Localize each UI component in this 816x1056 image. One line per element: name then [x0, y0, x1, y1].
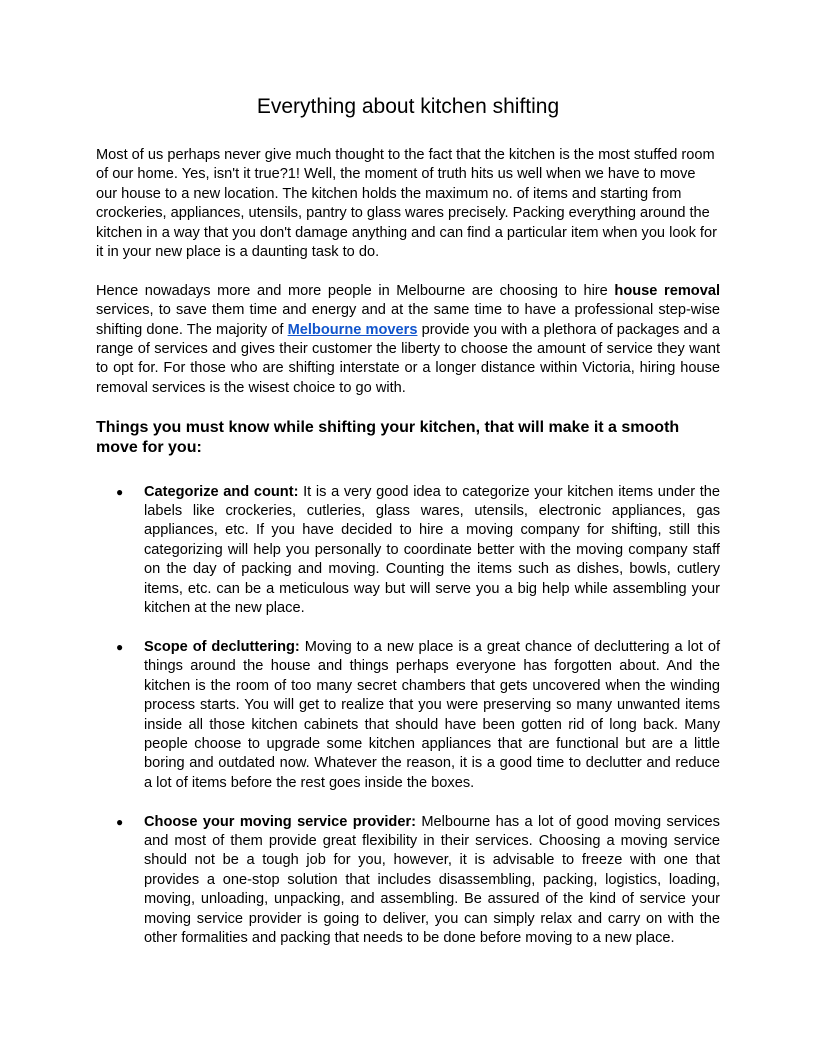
tips-list [96, 483, 720, 949]
item-lead: Categorize and count: [144, 483, 299, 500]
paragraph-text: provide you with a plethora of packages and a range of services and gives their customer the liberty to choose the amount of service they want to opt for. For those who are shifting interstate or a longer distance within Victoria, hiring house removal services is the wisest choice to go with. [96, 321, 720, 396]
item-lead: Scope of decluttering: [144, 638, 300, 655]
item-text: It is a very good idea to categorize your kitchen items under the labels like crockeries, cutleries, glass wares, utensils, electronic appliances, gas appliances, etc. If you have decided to hire a moving company for shifting, still this categorizing will help you personally to coordinate better with the moving company staff on the day of packing and moving. Counting the items such as dishes, bowls, cutlery items, etc. can be a meticulous way but will serve you a big help while assembling your kitchen at the new place. [144, 483, 720, 617]
bullet-icon: ● [116, 484, 124, 499]
paragraph-text: services, to save them time and energy and at the same time to have a professional step-wise shifting done. The majority of [96, 302, 720, 338]
bullet-icon: ● [116, 814, 124, 829]
page-title: Everything about kitchen shifting [256, 95, 560, 118]
list-item [96, 813, 720, 949]
bullet-icon: ● [116, 639, 124, 654]
item-lead: Choose your moving service provider: [144, 813, 416, 830]
item-text: Melbourne has a lot of good moving services and most of them provide great flexibility in their services. Choosing a moving service should not be a tough job for you, however, it is advisable to freeze with one that provides a one-stop solution that includes disassembling, packing, logistics, loading, moving, unloading, unpacking, and assembling. Be assured of the kind of service your moving service provider is going to deliver, you can simply relax and carry on with the other formalities and packing that needs to be done before moving to a new place. [144, 813, 720, 946]
bold-phrase: house removal [614, 282, 720, 299]
second-paragraph [96, 282, 720, 398]
intro-paragraph: Most of us perhaps never give much thought to the fact that the kitchen is the most stuffed room of our home. Yes, isn't it true?1! Well, the moment of truth hits us well when we have to move our house to a new location. The kitchen holds the maximum no. of items and starting from crockeries, appliances, utensils, pantry to glass wares precisely. Packing everything around the kitchen in a way that you don't damage anything and can find a particular item when you look for it in your new place is a daunting task to do. [96, 147, 717, 261]
paragraph-text: Hence nowadays more and more people in Melbourne are choosing to hire [96, 282, 615, 299]
melbourne-movers-link[interactable]: Melbourne movers [287, 321, 418, 338]
list-item [96, 638, 720, 793]
list-item [96, 483, 720, 619]
document-page [96, 92, 720, 968]
section-subheading: Things you must know while shifting your kitchen, that will make it a smooth move for you: [96, 418, 680, 456]
item-text: Moving to a new place is a great chance of decluttering a lot of things around the house and things perhaps everyone has forgotten about. And the kitchen is the room of too many secret chambers that gets uncovered when the winding process starts. You will get to realize that you were preserving so many unwanted items inside all those kitchen cabinets that should have been gotten rid of long back. Many people choose to upgrade some kitchen appliances that are functional but are a little boring and outdated now. Whatever the reason, it is a good time to declutter and reduce a lot of items before the rest goes inside the boxes. [144, 638, 720, 791]
